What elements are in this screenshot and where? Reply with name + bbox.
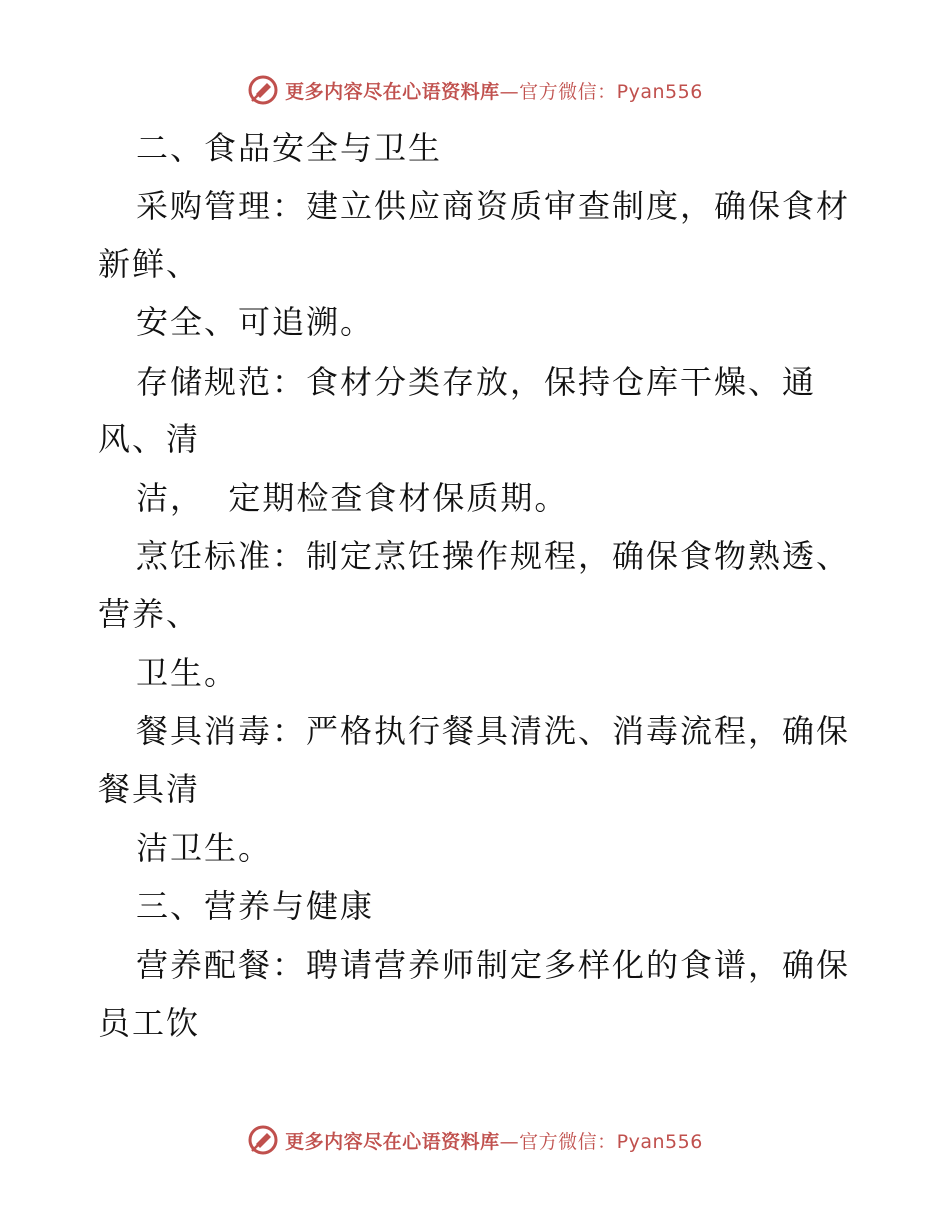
paragraph-line: 餐具清 — [98, 770, 201, 808]
banner-contact-text: —官方微信：Pyan556 — [499, 80, 703, 103]
paragraph-line: 卫生。 — [136, 654, 239, 692]
section-heading: 三、营养与健康 — [136, 887, 375, 925]
paragraph-line: 烹饪标准：制定烹饪操作规程，确保食物熟透、 — [136, 537, 851, 575]
banner-lead-text: 更多内容尽在心语资料库 — [285, 80, 500, 103]
header-banner — [0, 74, 950, 106]
paragraph-line: 采购管理：建立供应商资质审查制度，确保食材 — [136, 187, 851, 225]
paragraph-line: 营养配餐：聘请营养师制定多样化的食谱，确保 — [136, 946, 851, 984]
paragraph-line: 营养、 — [98, 595, 201, 633]
section-heading: 二、食品安全与卫生 — [136, 129, 443, 167]
logo-icon — [247, 1124, 279, 1156]
banner-lead-text: 更多内容尽在心语资料库 — [285, 1130, 500, 1153]
paragraph-line: 新鲜、 — [98, 245, 201, 283]
paragraph-line: 员工饮 — [98, 1004, 201, 1042]
paragraph-line: 风、清 — [98, 420, 201, 458]
banner-contact-text: —官方微信：Pyan556 — [499, 1130, 703, 1153]
logo-icon — [247, 74, 279, 106]
footer-banner — [0, 1124, 950, 1156]
paragraph-line: 洁卫生。 — [136, 829, 273, 867]
paragraph-line: 洁， 定期检查食材保质期。 — [136, 479, 569, 517]
paragraph-line: 存储规范：食材分类存放，保持仓库干燥、通 — [136, 363, 817, 401]
paragraph-line: 安全、可追溯。 — [136, 303, 375, 341]
paragraph-line: 餐具消毒：严格执行餐具清洗、消毒流程，确保 — [136, 712, 851, 750]
